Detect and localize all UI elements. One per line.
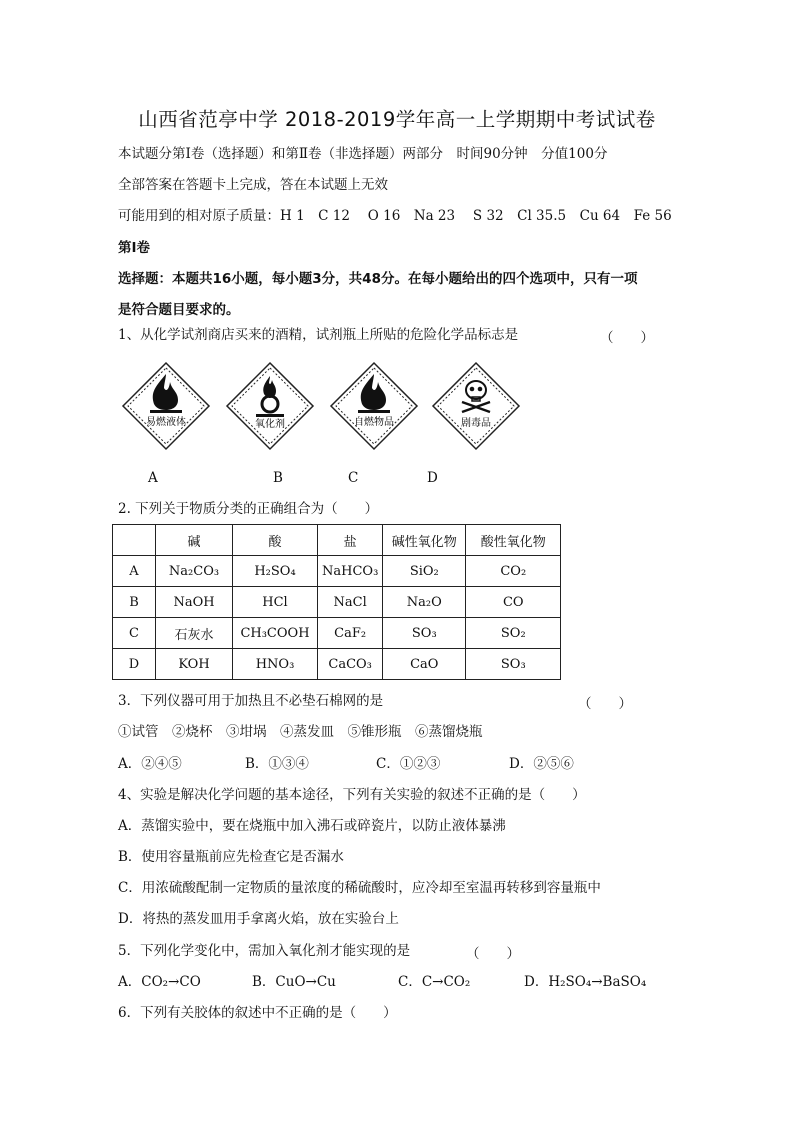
table-cell: Na₂O xyxy=(383,587,466,618)
toxic-skull-sign-icon xyxy=(430,360,522,452)
q3-option-a: A．②④⑤ xyxy=(118,756,182,772)
sign-d-text: 剧毒品 xyxy=(461,418,491,429)
q3-option-d: D．②⑤⑥ xyxy=(509,756,574,772)
question-5-answer-paren: （ ） xyxy=(466,946,520,962)
table-cell: A xyxy=(113,556,156,587)
table-cell: C xyxy=(113,618,156,649)
question-3-items: ①试管 ②烧杯 ③坩埚 ④蒸发皿 ⑤锥形瓶 ⑥蒸馏烧瓶 xyxy=(118,724,483,740)
table-cell: CO₂ xyxy=(466,556,561,587)
sign-c-text: 自燃物品 xyxy=(354,417,394,428)
question-2: 2. 下列关于物质分类的正确组合为（ ） xyxy=(118,501,379,517)
table-cell: CH₃COOH xyxy=(233,618,318,649)
table-cell: KOH xyxy=(156,649,233,680)
table-header-cell: 碱性氧化物 xyxy=(383,525,466,556)
table-cell: CaO xyxy=(383,649,466,680)
spontaneously-combustible-sign-icon xyxy=(328,360,420,452)
q5-option-d: D．H₂SO₄→BaSO₄ xyxy=(524,974,647,990)
question-3: 3．下列仪器可用于加热且不必垫石棉网的是 xyxy=(118,693,384,709)
table-cell: SO₂ xyxy=(466,618,561,649)
q4-option-a: A．蒸馏实验中，要在烧瓶中加入沸石或碎瓷片，以防止液体暴沸 xyxy=(118,818,506,834)
table-cell: SO₃ xyxy=(383,618,466,649)
answer-note: 全部答案在答题卡上完成，答在本试题上无效 xyxy=(118,177,388,193)
section-label: 第Ⅰ卷 xyxy=(118,240,151,256)
table-header-cell: 酸性氧化物 xyxy=(466,525,561,556)
q4-option-d: D．将热的蒸发皿用手拿离火焰，放在实验台上 xyxy=(118,911,399,927)
q5-option-b: B．CuO→Cu xyxy=(252,974,336,990)
question-5: 5．下列化学变化中，需加入氧化剂才能实现的是 xyxy=(118,943,411,959)
table-header-cell: 碱 xyxy=(156,525,233,556)
section-instructions-1: 选择题：本题共16小题，每小题3分，共48分。在每小题给出的四个选项中，只有一项 xyxy=(118,271,638,287)
table-row xyxy=(113,649,561,680)
table-header-cell: 酸 xyxy=(233,525,318,556)
table-cell: CO xyxy=(466,587,561,618)
exam-info: 本试题分第Ⅰ卷（选择题）和第Ⅱ卷（非选择题）两部分 时间90分钟 分值100分 xyxy=(118,146,608,162)
table-cell: Na₂CO₃ xyxy=(156,556,233,587)
table-cell: NaCl xyxy=(318,587,383,618)
sign-a-letter: A xyxy=(148,470,158,486)
table-header-cell xyxy=(113,525,156,556)
table-row xyxy=(113,587,561,618)
question-4: 4、实验是解决化学问题的基本途径，下列有关实验的叙述不正确的是（ ） xyxy=(118,787,586,803)
table-cell: SiO₂ xyxy=(383,556,466,587)
page-title: 山西省范亭中学 2018-2019学年高一上学期期中考试试卷 xyxy=(138,108,656,131)
table-cell: CaCO₃ xyxy=(318,649,383,680)
table-cell: SO₃ xyxy=(466,649,561,680)
sign-a-text: 易燃液体 xyxy=(146,417,186,428)
sign-b-text: 氧化剂 xyxy=(255,419,285,430)
sign-b-letter: B xyxy=(273,470,283,486)
table-header-row xyxy=(113,525,561,556)
table-row xyxy=(113,618,561,649)
atomic-masses: 可能用到的相对原子质量：H 1 C 12 O 16 Na 23 S 32 Cl 35.5 Cu 64 Fe 56 xyxy=(118,208,672,224)
question-3-answer-paren: （ ） xyxy=(578,696,632,712)
sign-c-letter: C xyxy=(348,470,359,486)
question-1: 1、从化学试剂商店买来的酒精，试剂瓶上所贴的危险化学品标志是 xyxy=(118,327,519,343)
q5-option-c: C．C→CO₂ xyxy=(398,974,471,990)
q4-option-b: B．使用容量瓶前应先检查它是否漏水 xyxy=(118,849,344,865)
q4-option-c: C．用浓硫酸配制一定物质的量浓度的稀硫酸时，应冷却至室温再转移到容量瓶中 xyxy=(118,880,601,896)
sign-d-letter: D xyxy=(427,470,438,486)
table-cell: HNO₃ xyxy=(233,649,318,680)
table-cell: 石灰水 xyxy=(156,618,233,649)
table-row xyxy=(113,556,561,587)
table-cell: H₂SO₄ xyxy=(233,556,318,587)
question-6: 6．下列有关胶体的叙述中不正确的是（ ） xyxy=(118,1005,397,1021)
table-cell: NaHCO₃ xyxy=(318,556,383,587)
table-cell: HCl xyxy=(233,587,318,618)
q3-option-b: B．①③④ xyxy=(245,756,309,772)
table-header-cell: 盐 xyxy=(318,525,383,556)
q5-option-a: A．CO₂→CO xyxy=(118,974,201,990)
section-instructions-2: 是符合题目要求的。 xyxy=(118,302,240,318)
classification-table xyxy=(112,524,561,680)
table-cell: D xyxy=(113,649,156,680)
q3-option-c: C．①②③ xyxy=(376,756,441,772)
table-cell: B xyxy=(113,587,156,618)
table-cell: CaF₂ xyxy=(318,618,383,649)
question-1-answer-paren: （ ） xyxy=(600,330,654,346)
flammable-liquid-sign-icon xyxy=(120,360,212,452)
oxidizer-sign-icon xyxy=(224,360,316,452)
table-cell: NaOH xyxy=(156,587,233,618)
